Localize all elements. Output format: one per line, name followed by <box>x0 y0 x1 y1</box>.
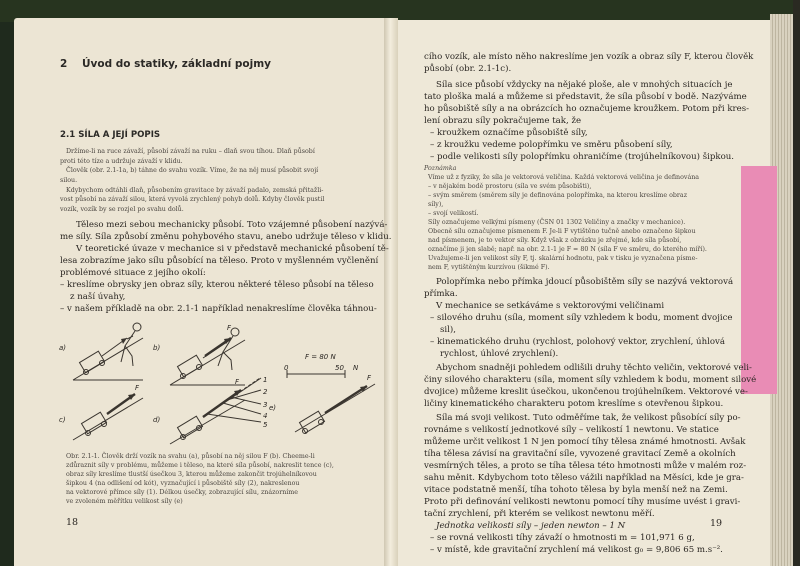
caption-line: obraz síly kreslíme tlustší úsečkou 3, kterou můžeme zakončit trojúhelníkovou <box>66 471 317 478</box>
right-body-line: Polopřímka nebo přímka jdoucí působištěm síly se nazývá vektorová <box>436 277 734 287</box>
fig-label-d: d) <box>153 416 161 424</box>
body-line: – kreslíme obrysky jen obraz síly, kterou některé těleso působí na těleso <box>60 280 374 290</box>
note-line: síly), <box>428 201 444 208</box>
right-body-line: vesmírných těles, a proto se tíha tělesa této hmotnosti může v malém roz- <box>424 461 747 471</box>
note-line: nem F, vytištěným kurzívou (šikmé F). <box>428 264 550 271</box>
body-line: V teoretické úvaze v mechanice si v představě mechanické působení tě- <box>76 244 389 254</box>
right-body-line: – podle velikosti síly polopřímku ohraničíme (trojúhelníkovou) šipkou. <box>430 152 735 162</box>
fig-force-label-e: F <box>367 374 372 382</box>
fig-part-5: 5 <box>263 421 268 429</box>
note-line: – svojí velikostí. <box>428 210 479 217</box>
figure-2-1-1 <box>55 310 385 450</box>
note-line: označíme ji jen slabě; např. na obr. 2.1-1 je F = 80 N (síla F ve směru, do kterého míří). <box>428 246 707 253</box>
intro-line: vost působí na závaží silou, která vyvolá zrychlený pohyb dolů. Kdyby člověk pustil <box>60 196 325 203</box>
right-body-line: tíha tělesa závisí na gravitační síle, vyvozené gravitací Země a okolních <box>424 449 736 459</box>
right-body-line: – se rovná velikosti tíhy závaží o hmotnosti m = 101,971 6 g, <box>430 533 695 543</box>
right-body-line: ho působiště síly a na obrázcích ho označujeme kroužkem. Potom při kres- <box>424 104 750 114</box>
right-body-line: Síla má svoji velikost. Tuto odměříme tak, že velikost působící síly po- <box>436 413 741 423</box>
note-line: – svým směrem (směrem síly je definována polopřímka, na kterou kreslíme obraz <box>428 192 688 199</box>
fig-force-label-b: F <box>227 324 232 332</box>
right-body-line: – kroužkem označíme působiště síly, <box>430 128 588 138</box>
body-line: problémové situace z jejího okolí: <box>60 268 206 278</box>
right-body-line: působí (obr. 2.1-1c). <box>424 64 512 74</box>
right-body-line: přímka. <box>424 289 458 299</box>
body-line: – v našem příkladě na obr. 2.1-1 například nenakreslíme člověka táhnou- <box>60 304 377 314</box>
caption-line: zdůraznit síly v problému, můžeme i těleso, na které síla působí, nakreslit tence (c), <box>66 462 334 469</box>
body-line: Těleso mezi sebou mechanicky působí. Toto vzájemné působení nazývá- <box>76 220 388 230</box>
fig-force-label-c: F <box>135 384 140 392</box>
book-cover-edge <box>793 0 800 566</box>
right-body-line: vitace podstatně menší, tíha tohoto tělesa by byla menší než na Zemi. <box>424 485 728 495</box>
body-line: me síly. Síla způsobí změnu pohybového stavu, anebo udržuje těleso v klidu. <box>60 232 392 242</box>
right-body-line: Abychom snadněji pohledem odlišili druhy těchto veličin, vektorové veli- <box>436 363 752 373</box>
right-body-line: Jednotka velikosti síly – jeden newton – 1 N <box>436 521 626 531</box>
intro-line: Držíme-li na ruce závaží, působí závaží na ruku – dlaň svou tíhou. Dlaň působí <box>66 148 315 155</box>
right-body-line: Síla sice působí vždycky na nějaké ploše, ale v mnohých situacích je <box>436 80 733 90</box>
caption-line: Obr. 2.1-1. Člověk drží vozík na svahu (a), působí na něj silou F (b). Cheeme-li <box>66 453 315 460</box>
right-body-line: lení obrazu síly pokračujeme tak, že <box>424 116 582 126</box>
right-body-line: – silového druhu (síla, moment síly vzhledem k bodu, moment dvojice <box>430 313 733 323</box>
fig-label-a: a) <box>59 344 67 352</box>
right-body-line: ličiny kinematického charakteru potom kreslíme s otevřenou šipkou. <box>424 399 724 409</box>
note-title: Poznámka <box>424 165 457 172</box>
right-body-line: rovnáme s velikostí jednotkové síly – velikostí 1 newtonu. Ve statice <box>424 425 719 435</box>
note-line: – v nějakém bodě prostoru (síla ve svém působišti), <box>428 183 592 190</box>
caption-line: ve zvoleném měřítku velikost síly (e) <box>66 498 183 505</box>
fig-scale-unit: N <box>353 364 359 372</box>
fig-part-4: 4 <box>263 412 268 420</box>
intro-line: silou. <box>60 177 78 184</box>
right-page-number: 19 <box>710 518 723 529</box>
right-body-line: můžeme určit velikost 1 N jen pomocí tíhy tělesa známé hmotnosti. Avšak <box>424 437 746 447</box>
right-body-line: tační zrychlení, při kterém se velikost newtonu měří. <box>424 509 655 519</box>
right-body-line: rychlost, úhlové zrychlení). <box>440 349 559 359</box>
right-body-line: cího vozík, ale místo něho nakreslíme jen vozík a obraz síly F, kterou člověk <box>424 52 754 62</box>
right-body-line: sahu měnit. Kdybychom toto těleso vážili například na Měsíci, kde je gra- <box>424 473 744 483</box>
intro-line: proti této tíze a udržuje závaží v klidu. <box>60 158 183 165</box>
note-line: Síly označujeme velkými písmeny (ČSN 01 1302 Veličiny a značky v mechanice). <box>428 219 686 226</box>
pink-bookmark <box>741 166 777 394</box>
intro-line: vozík, vozík by se rozjel po svahu dolů. <box>60 206 184 213</box>
left-page-number: 18 <box>66 517 79 528</box>
right-body-line: Proto při definování velikosti newtonu pomocí tíhy musíme uvést i gravi- <box>424 497 741 507</box>
right-body-line: dvojice) můžeme kreslit úsečkou, ukončenou trojúhelníkem. Vektorové ve- <box>424 387 748 397</box>
right-body-line: – v místě, kde gravitační zrychlení má velikost g₀ = 9,806 65 m.s⁻². <box>430 545 723 555</box>
fig-part-3: 3 <box>263 401 268 409</box>
fig-label-b: b) <box>153 344 161 352</box>
caption-line: na vektorové přímce síly (1). Délkou úsečky, zobrazující sílu, znázorníme <box>66 489 298 496</box>
right-body-line: tato ploška malá a můžeme si představit, že síla působí v bodě. Nazýváme <box>424 92 747 102</box>
fig-scale-value: 50 <box>335 364 344 372</box>
fig-force-value: F = 80 N <box>305 353 336 361</box>
note-line: nad písmenem, je to vektor síly. Když však z obrázku je zřejmé, kde síla působí, <box>428 237 682 244</box>
right-body-line: sil), <box>440 325 456 335</box>
book-gutter <box>384 18 398 566</box>
note-line: Obecně sílu označujeme písmenem F. Je-li F vytištěno tučně anebo označeno šipkou <box>428 228 696 235</box>
intro-line: Člověk (obr. 2.1-1a, b) táhne do svahu vozík. Víme, že na něj musí působit svojí <box>66 167 319 174</box>
section-title: 2.1 SÍLA A JEJÍ POPIS <box>60 130 161 140</box>
fig-scale-zero: 0 <box>284 364 289 372</box>
fig-part-1: 1 <box>263 376 268 384</box>
chapter-number: 2 <box>60 58 68 70</box>
right-body-line: – z kroužku vedeme polopřímku ve směru působení síly, <box>430 140 673 150</box>
fig-label-e: e) <box>269 404 277 412</box>
right-body-line: činy silového charakteru (síla, moment síly vzhledem k bodu, moment silové <box>424 375 757 385</box>
body-line: z naší úvahy, <box>70 292 126 302</box>
chapter-title: Úvod do statiky, základní pojmy <box>82 58 271 70</box>
fig-part-2: 2 <box>263 388 268 396</box>
caption-line: šipkou 4 (na odlišení od kót), vyznačující i působiště síly (2), nakreslenou <box>66 480 300 487</box>
intro-line: Kdybychom odtáhli dlaň, působením gravitace by závaží padalo, zemská přitažli- <box>66 187 324 194</box>
note-line: Uvažujeme-li jen velikost síly F, tj. skalární hodnotu, pak v tisku je vyznačena písme- <box>428 255 698 262</box>
right-body-line: V mechanice se setkáváme s vektorovými veličinami <box>436 301 665 311</box>
note-line: Víme už z fyziky, že síla je vektorová veličina. Každá vektorová veličina je definována <box>428 174 700 181</box>
right-body-line: – kinematického druhu (rychlost, polohový vektor, zrychlení, úhlová <box>430 337 726 347</box>
fig-label-c: c) <box>59 416 66 424</box>
body-line: lesa zobrazíme jako sílu působící na těleso. Proto v myšlenném vyčlenění <box>60 256 379 266</box>
fig-force-label-d: F <box>235 378 240 386</box>
